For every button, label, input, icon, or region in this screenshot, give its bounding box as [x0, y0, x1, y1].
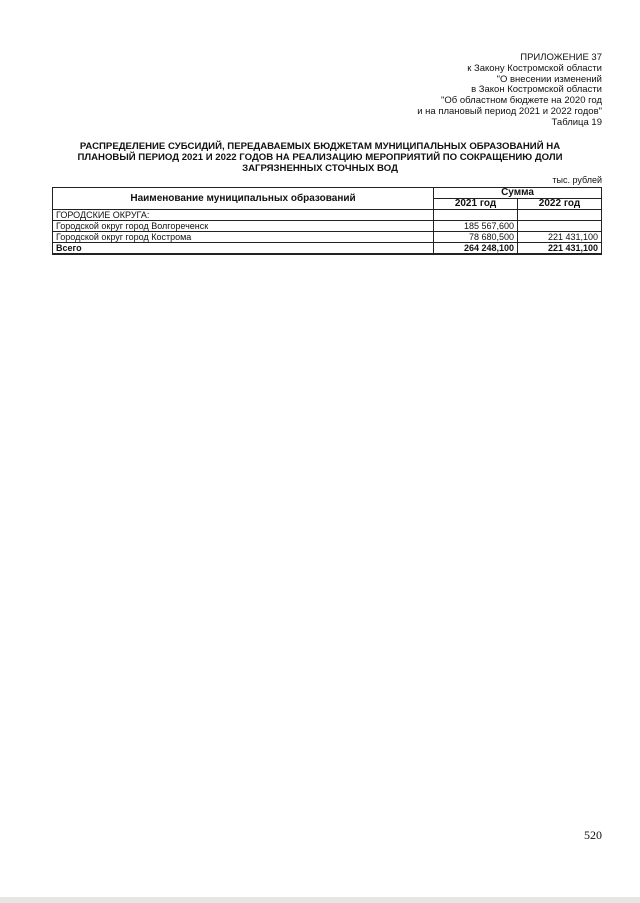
- subsidy-table: [52, 187, 602, 255]
- appendix-line: "О внесении изменений: [496, 73, 602, 85]
- document-title: [70, 141, 570, 175]
- table-row: [53, 221, 602, 232]
- table-total-row: [53, 243, 602, 255]
- appendix-line: и на плановый период 2021 и 2022 годов": [417, 105, 602, 117]
- title-line: ПЛАНОВЫЙ ПЕРИОД 2021 И 2022 ГОДОВ НА РЕАЛИЗАЦИЮ МЕРОПРИЯТИЙ ПО СОКРАЩЕНИЮ ДОЛИ: [77, 152, 563, 164]
- appendix-line: "Об областном бюджете на 2020 год: [441, 95, 602, 107]
- total-value-2021: 264 248,100: [434, 243, 518, 255]
- table-header-row: [53, 188, 602, 199]
- page-number: 520: [584, 828, 602, 842]
- table-number: Таблица 19: [551, 116, 602, 128]
- table-row: [53, 232, 602, 243]
- total-value-2022: 221 431,100: [518, 243, 602, 255]
- appendix-line: в Закон Костромской области: [471, 84, 602, 96]
- appendix-line: ПРИЛОЖЕНИЕ 37: [520, 52, 602, 63]
- title-line: ЗАГРЯЗНЕННЫХ СТОЧНЫХ ВОД: [242, 163, 398, 175]
- scan-edge: [0, 897, 640, 903]
- header-sum: Сумма: [434, 188, 602, 199]
- title-line: РАСПРЕДЕЛЕНИЕ СУБСИДИЙ, ПЕРЕДАВАЕМЫХ БЮДЖЕТАМ МУНИЦИПАЛЬНЫХ ОБРАЗОВАНИЙ НА: [79, 141, 561, 152]
- appendix-line: к Закону Костромской области: [467, 62, 602, 74]
- row-value-2022: [518, 221, 602, 232]
- table-row: [53, 210, 602, 221]
- row-value-2022: [518, 210, 602, 221]
- total-label: Всего: [53, 243, 434, 255]
- header-year-2022: 2022 год: [518, 199, 602, 210]
- appendix-header: [417, 53, 602, 129]
- row-name: Городской округ город Кострома: [53, 232, 434, 243]
- row-name: ГОРОДСКИЕ ОКРУГА:: [53, 210, 434, 221]
- header-year-2021: 2021 год: [434, 199, 518, 210]
- units-label: тыс. рублей: [552, 175, 602, 185]
- row-value-2021: 78 680,500: [434, 232, 518, 243]
- row-value-2022: 221 431,100: [518, 232, 602, 243]
- header-name: Наименование муниципальных образований: [53, 188, 434, 210]
- row-value-2021: [434, 210, 518, 221]
- row-value-2021: 185 567,600: [434, 221, 518, 232]
- row-name: Городской округ город Волгореченск: [53, 221, 434, 232]
